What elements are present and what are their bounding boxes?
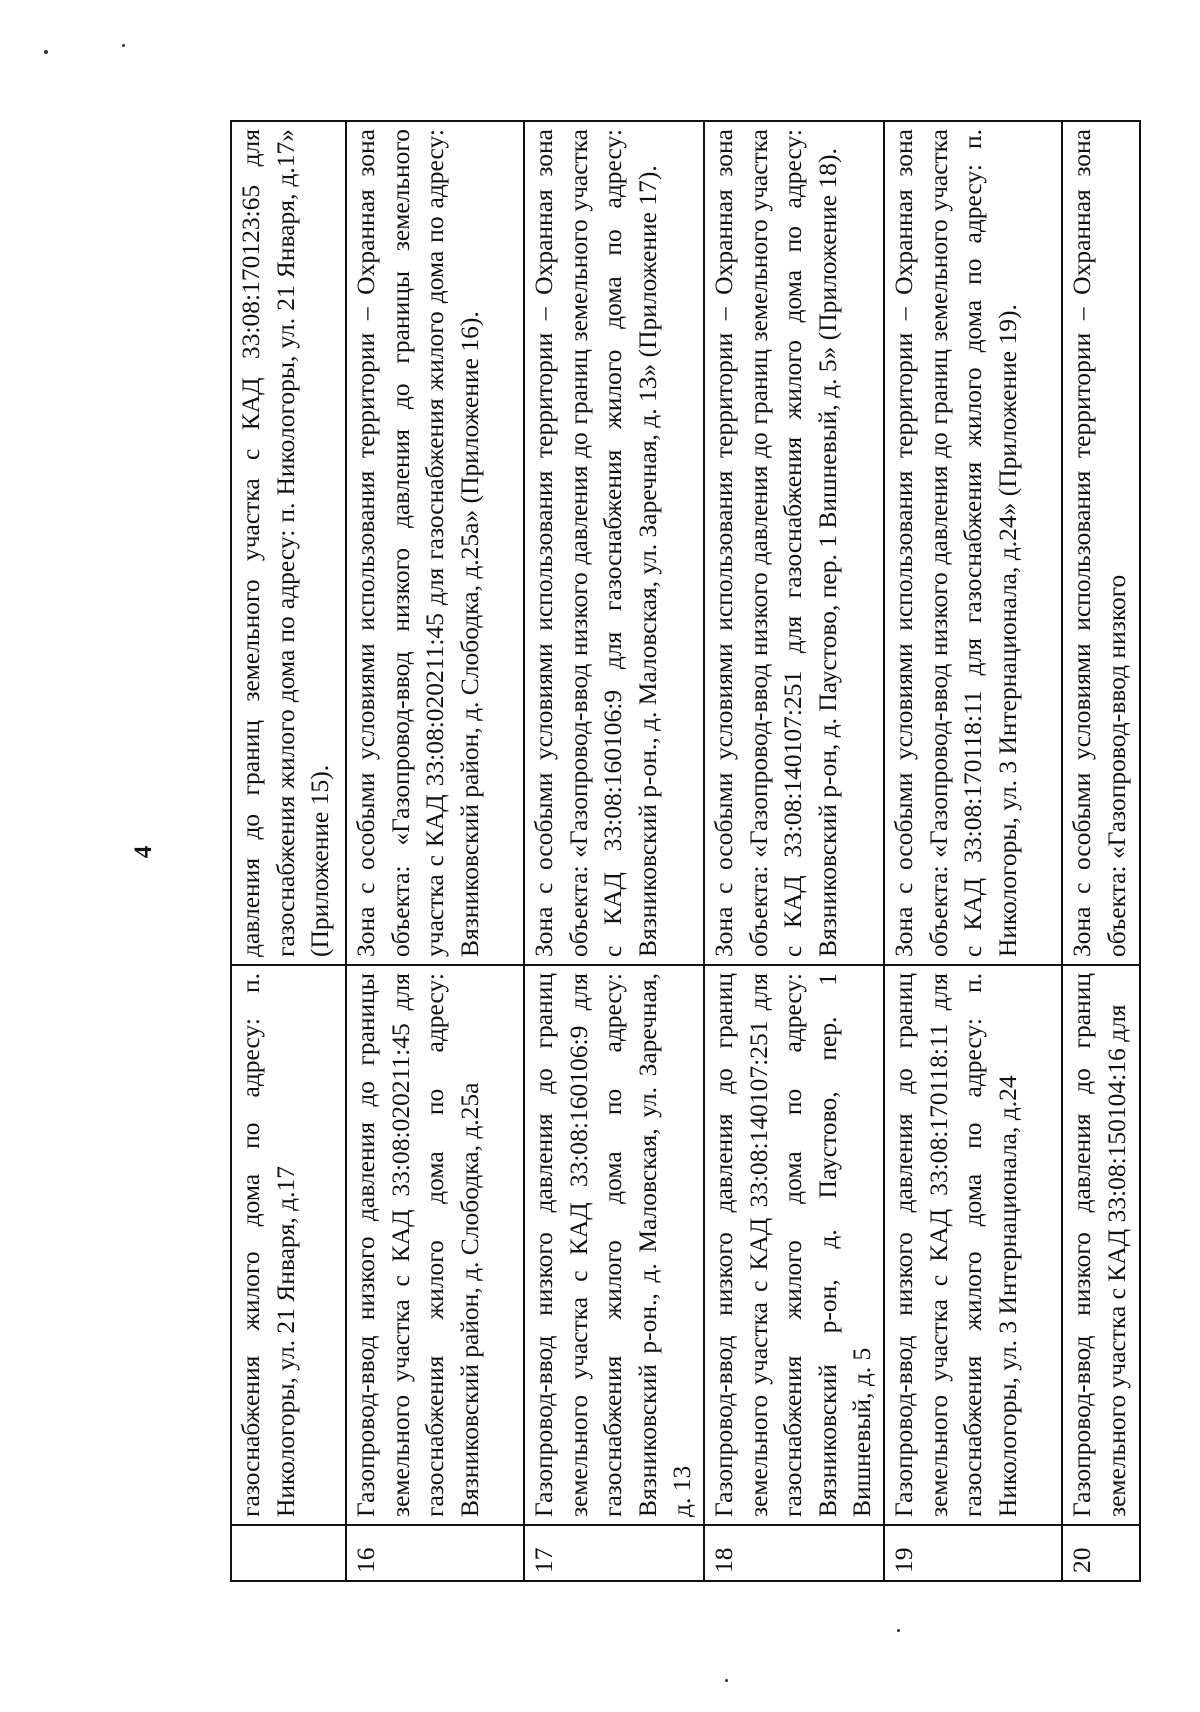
rotated-page — [118, 122, 1131, 1582]
zone-description: Зона с особыми условиями использования территории – Охранная зона объекта: «Газопровод-ввод низкого давления до границ земельного участка с КАД 33:08:170118:11 для газоснабжения жилого дома по адресу: п. Никологоры, ул. 3 Интернационала, д.24» (Приложение 19). — [884, 121, 1062, 965]
object-description: Газопровод-ввод низкого давления до границ земельного участка с КАД 33:08:160106:9 для газоснабжения жилого дома по адресу: Вязниковский р-он., д. Маловская, ул. Заречная, д. 13 — [524, 965, 704, 1525]
object-description: Газопровод-ввод низкого давления до границ земельного участка с КАД 33:08:170118:11 для газоснабжения жилого дома по адресу: п. Никологоры, ул. 3 Интернационала, д.24 — [884, 965, 1062, 1525]
object-description: Газопровод-ввод низкого давления до границы земельного участка с КАД 33:08:020211:45 для газоснабжения жилого дома по адресу: Вязниковский район, д. Слободка, д.25а — [346, 965, 524, 1525]
register-table — [230, 120, 1141, 1582]
table-row — [524, 121, 704, 1581]
table-row — [231, 121, 346, 1581]
row-number: 20 — [1062, 1525, 1140, 1581]
table-row — [346, 121, 524, 1581]
zone-description: Зона с особыми условиями использования территории – Охранная зона объекта: «Газопровод-ввод низкого — [1062, 121, 1140, 965]
page-number: 4 — [130, 845, 157, 859]
object-description: Газопровод-ввод низкого давления до границ земельного участка с КАД 33:08:150104:16 для — [1062, 965, 1140, 1525]
scan-speck — [44, 50, 48, 54]
row-number — [231, 1525, 346, 1581]
row-number: 17 — [524, 1525, 704, 1581]
table-row — [704, 121, 884, 1581]
row-number: 16 — [346, 1525, 524, 1581]
scan-speck — [897, 1629, 900, 1632]
zone-description: Зона с особыми условиями использования территории – Охранная зона объекта: «Газопровод-ввод низкого давления до границы земельного участка с КАД 33:08:020211:45 для газоснабжения жилого дома по адресу: Вязниковский район, д. Слободка, д.25а» (Приложение 16). — [346, 121, 524, 965]
object-description: газоснабжения жилого дома по адресу: п. Никологоры, ул. 21 Января, д.17 — [231, 965, 346, 1525]
row-number: 19 — [884, 1525, 1062, 1581]
scan-speck — [725, 1679, 728, 1682]
object-description: Газопровод-ввод низкого давления до границ земельного участка с КАД 33:08:140107:251 для газоснабжения жилого дома по адресу: Вязниковский р-он, д. Паустово, пер. 1 Вишневый, д. 5 — [704, 965, 884, 1525]
scan-speck — [122, 44, 125, 47]
table-row — [884, 121, 1062, 1581]
zone-description: давления до границ земельного участка с КАД 33:08:170123:65 для газоснабжения жилого дома по адресу: п. Никологоры, ул. 21 Января, д.17» (Приложение 15). — [231, 121, 346, 965]
row-number: 18 — [704, 1525, 884, 1581]
table-row — [1062, 121, 1140, 1581]
zone-description: Зона с особыми условиями использования территории – Охранная зона объекта: «Газопровод-ввод низкого давления до границ земельного участка с КАД 33:08:160106:9 для газоснабжения жилого дома по адресу: Вязниковский р-он., д. Маловская, ул. Заречная, д. 13» (Приложение 17). — [524, 121, 704, 965]
zone-description: Зона с особыми условиями использования территории – Охранная зона объекта: «Газопровод-ввод низкого давления до границ земельного участка с КАД 33:08:140107:251 для газоснабжения жилого дома по адресу: Вязниковский р-он, д. Паустово, пер. 1 Вишневый, д. 5» (Приложение 18). — [704, 121, 884, 965]
